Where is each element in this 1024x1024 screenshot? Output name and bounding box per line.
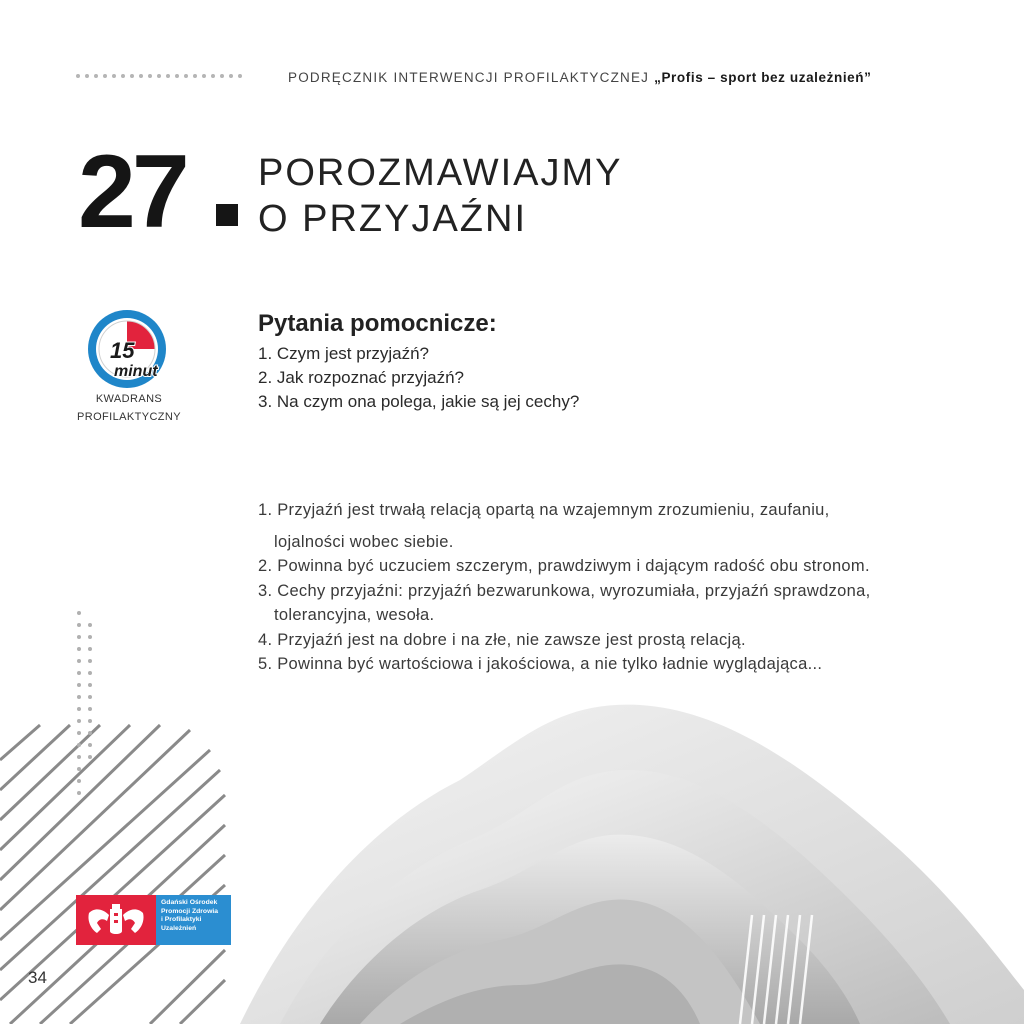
answer-line: 4. Przyjaźń jest na dobre i na złe, nie zawsze jest prostą relacją. (258, 630, 746, 649)
logo-text (156, 895, 231, 945)
logo-text-line: Gdański Ośrodek (161, 899, 218, 906)
section-title (258, 150, 622, 242)
answer-item (258, 498, 998, 554)
badge-caption-line2: PROFILAKTYCZNY (76, 411, 181, 423)
clock-icon (84, 306, 170, 392)
section-title-line1: POROZMAWIAJMY (258, 152, 623, 194)
badge-number: 15 (110, 338, 135, 363)
answer-item (258, 554, 998, 579)
answer-continuation: tolerancyjna, wesoła. (274, 606, 435, 624)
answer-line: 2. Powinna być uczuciem szczerym, prawdziwym i dającym radość obu stronom. (258, 557, 870, 575)
question-item: 1. Czym jest przyjaźń? (258, 344, 429, 363)
questions-heading: Pytania pomocnicze: (258, 310, 497, 337)
section-number: 27 (78, 134, 186, 250)
logo-text-line: i Profilaktyki (161, 916, 202, 923)
badge-caption-line1: KWADRANS (95, 393, 163, 405)
answers-list (258, 498, 998, 677)
answer-line: 1. Przyjaźń jest trwałą relacją opartą na wzajemnym zrozumieniu, zaufaniu, (258, 501, 830, 519)
badge-caption (72, 390, 186, 426)
question-item: 2. Jak rozpoznać przyjaźń? (258, 368, 464, 387)
gospzu-logo (76, 895, 231, 945)
logo-text-line: Promocji Zdrowia (161, 907, 219, 915)
section-title-line2: O PRZYJAŹNI (258, 198, 528, 240)
answer-continuation: lojalności wobec siebie. (274, 532, 454, 551)
answer-item (258, 628, 998, 653)
page-number: 34 (28, 968, 47, 987)
answer-line: 5. Powinna być wartościowa i jakościowa, a nie tylko ładnie wyglądająca... (258, 655, 823, 673)
logo-text-line: Uzależnień (161, 924, 197, 932)
question-item: 3. Na czym ona polega, jakie są jej cechy? (258, 392, 580, 411)
questions-list (258, 342, 579, 414)
answer-line: 3. Cechy przyjaźni: przyjaźń bezwarunkowa, wyrozumiała, przyjaźń sprawdzona, (258, 581, 871, 600)
gdansk-coat-of-arms-icon (76, 895, 156, 945)
decorative-dot-grid (76, 610, 94, 800)
header-dotted-line (76, 74, 256, 82)
running-header (288, 70, 871, 85)
header-title-bold: „Profis – sport bez uzależnień” (654, 70, 872, 85)
answer-item (258, 652, 998, 677)
header-title-prefix: PODRĘCZNIK INTERWENCJI PROFILAKTYCZNEJ (288, 70, 650, 85)
badge-unit: minut (114, 363, 158, 380)
answer-item (258, 579, 998, 628)
section-number-dot (216, 204, 238, 226)
